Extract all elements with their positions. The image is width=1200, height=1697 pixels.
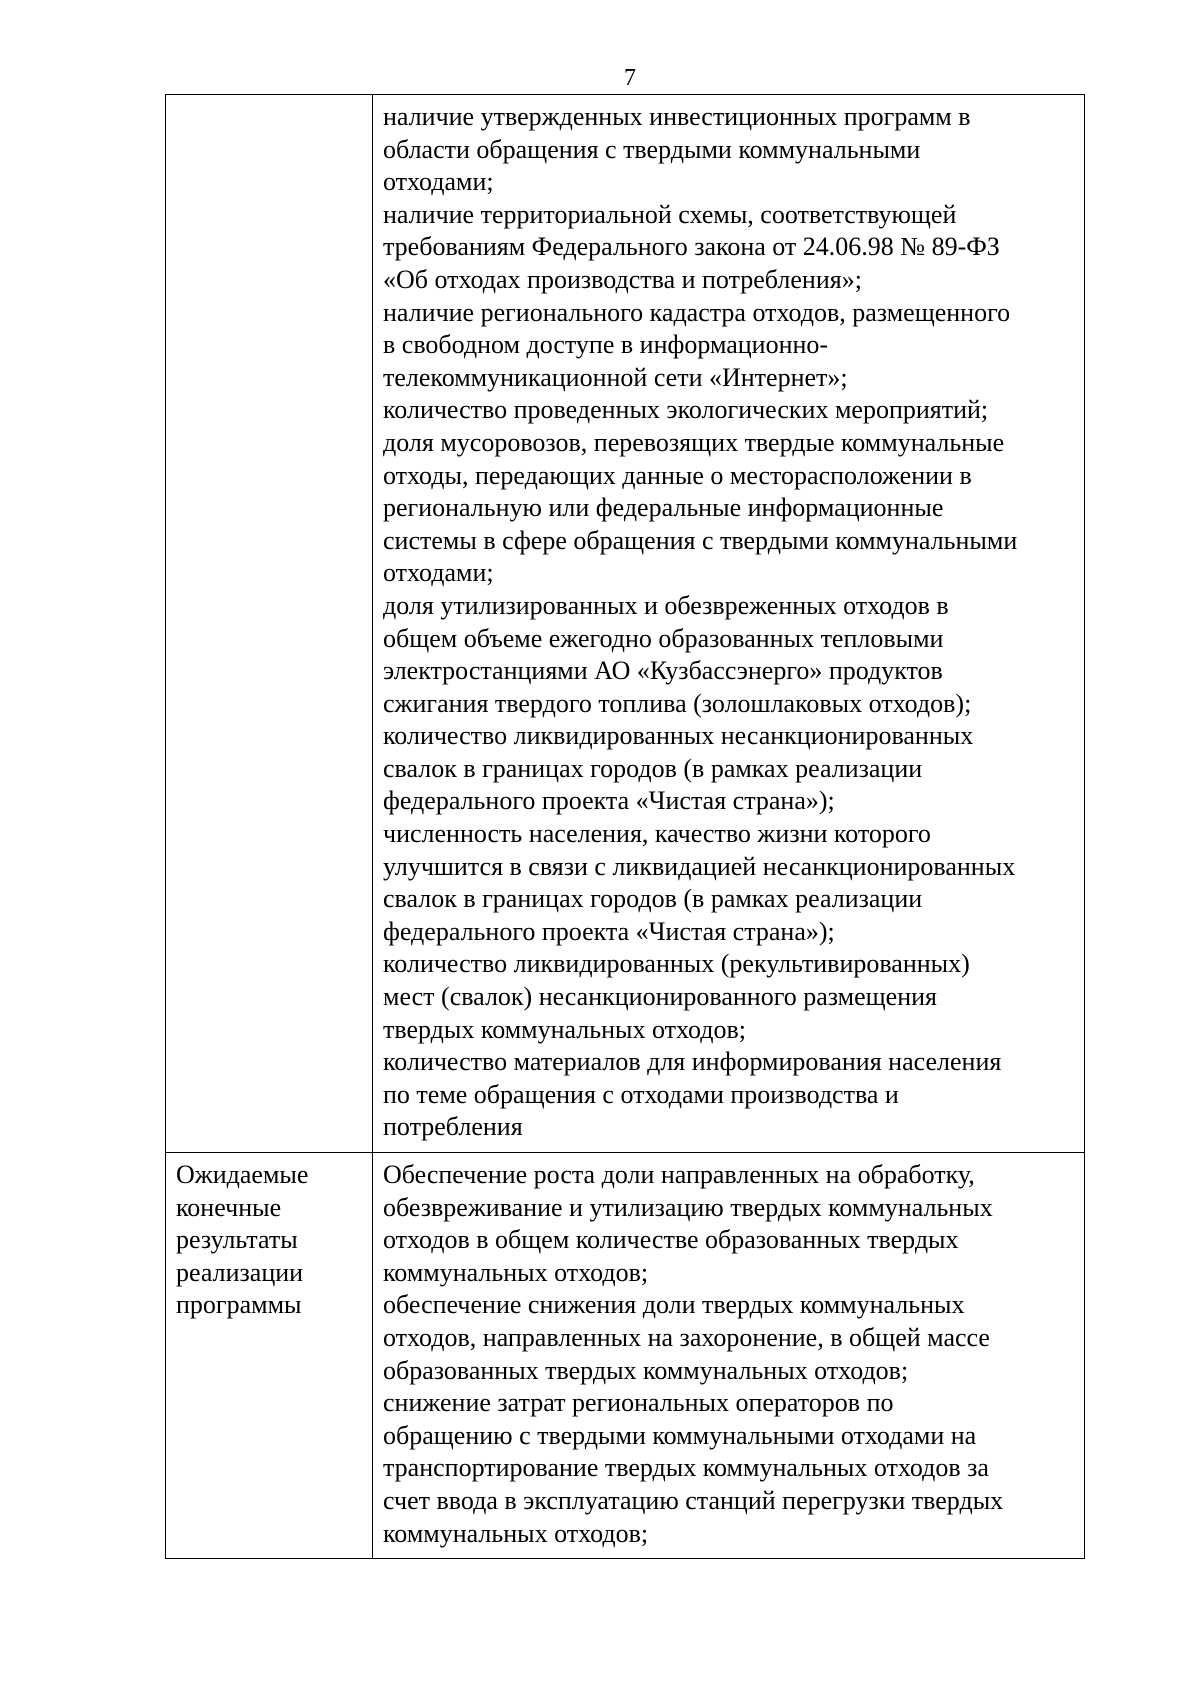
text-line: телекоммуникационной сети «Интернет»; — [383, 362, 848, 392]
text-line: наличие регионального кадастра отходов, размещенного — [383, 297, 1011, 327]
text-line: по теме обращения с отходами производства и — [383, 1079, 899, 1109]
text-line: реализации — [176, 1257, 304, 1287]
text-line: отходами; — [383, 558, 494, 588]
text-line: счет ввода в эксплуатацию станций перегрузки твердых — [383, 1485, 1004, 1515]
text-line: наличие территориальной схемы, соответствующей — [383, 199, 957, 229]
text-line: коммунальных отходов; — [383, 1518, 649, 1548]
text-line: отходы, передающих данные о месторасположении в — [383, 460, 972, 490]
text-line: Обеспечение роста доли направленных на обработку, — [383, 1160, 975, 1189]
text-line: снижение затрат региональных операторов по — [383, 1388, 894, 1418]
text-line: коммунальных отходов; — [383, 1257, 649, 1287]
text-line: количество ликвидированных (рекультивированных) — [383, 949, 970, 979]
text-line: требованиям Федерального закона от 24.06.98 № 89-ФЗ — [383, 232, 1000, 262]
text-line: доля утилизированных и обезвреженных отходов в — [383, 590, 949, 620]
text-line: федерального проекта «Чистая страна»); — [383, 916, 835, 946]
text-line: потребления — [383, 1112, 523, 1142]
text-line: отходов, направленных на захоронение, в общей массе — [383, 1322, 990, 1352]
text-line: транспортирование твердых коммунальных отходов за — [383, 1453, 989, 1483]
text-line: области обращения с твердыми коммунальными — [383, 134, 921, 164]
text-line: твердых коммунальных отходов; — [383, 1014, 747, 1044]
text-line: наличие утвержденных инвестиционных программ в — [383, 102, 971, 131]
text-line: электростанциями АО «Кузбассэнерго» продуктов — [383, 656, 943, 686]
row-label-cell — [166, 1153, 373, 1559]
text-line: доля мусоровозов, перевозящих твердые коммунальные — [383, 427, 1005, 457]
text-line: отходов в общем количестве образованных твердых — [383, 1225, 959, 1255]
text-line: отходами; — [383, 167, 494, 197]
text-line: региональную или федеральные информационные — [383, 493, 944, 523]
text-line: обращению с твердыми коммунальными отходами на — [383, 1420, 977, 1450]
text-line: Ожидаемые — [176, 1160, 309, 1189]
text-line: в свободном доступе в информационно- — [383, 330, 829, 360]
text-line: мест (свалок) несанкционированного размещения — [383, 982, 938, 1012]
text-line: свалок в границах городов (в рамках реализации — [383, 753, 923, 783]
text-line: «Об отходах производства и потребления»; — [383, 264, 862, 294]
text-line: улучшится в связи с ликвидацией несанкционированных — [383, 851, 1016, 881]
text-line: программы — [176, 1290, 302, 1320]
expected-results-cell — [373, 1153, 1085, 1559]
page-number: 7 — [624, 65, 636, 91]
program-table — [165, 94, 1085, 1559]
table-row — [166, 1153, 1085, 1559]
text-line: численность населения, качество жизни которого — [383, 819, 931, 849]
table-row — [166, 95, 1085, 1153]
text-line: образованных твердых коммунальных отходов; — [383, 1355, 909, 1385]
text-line: общем объеме ежегодно образованных тепловыми — [383, 623, 944, 653]
text-line: количество проведенных экологических мероприятий; — [383, 395, 989, 425]
text-line: сжигания твердого топлива (золошлаковых отходов); — [383, 688, 972, 718]
text-line: обезвреживание и утилизацию твердых коммунальных — [383, 1192, 993, 1222]
text-line: результаты — [176, 1225, 298, 1255]
indicators-cell — [373, 95, 1085, 1153]
text-line: свалок в границах городов (в рамках реализации — [383, 884, 923, 914]
text-line: количество ликвидированных несанкционированных — [383, 721, 974, 751]
text-line: обеспечение снижения доли твердых коммунальных — [383, 1290, 965, 1320]
text-line: системы в сфере обращения с твердыми коммунальными — [383, 525, 1018, 555]
row-label-cell — [166, 95, 373, 1153]
text-line: количество материалов для информирования населения — [383, 1047, 1002, 1077]
text-line: федерального проекта «Чистая страна»); — [383, 786, 835, 816]
text-line: конечные — [176, 1192, 282, 1222]
